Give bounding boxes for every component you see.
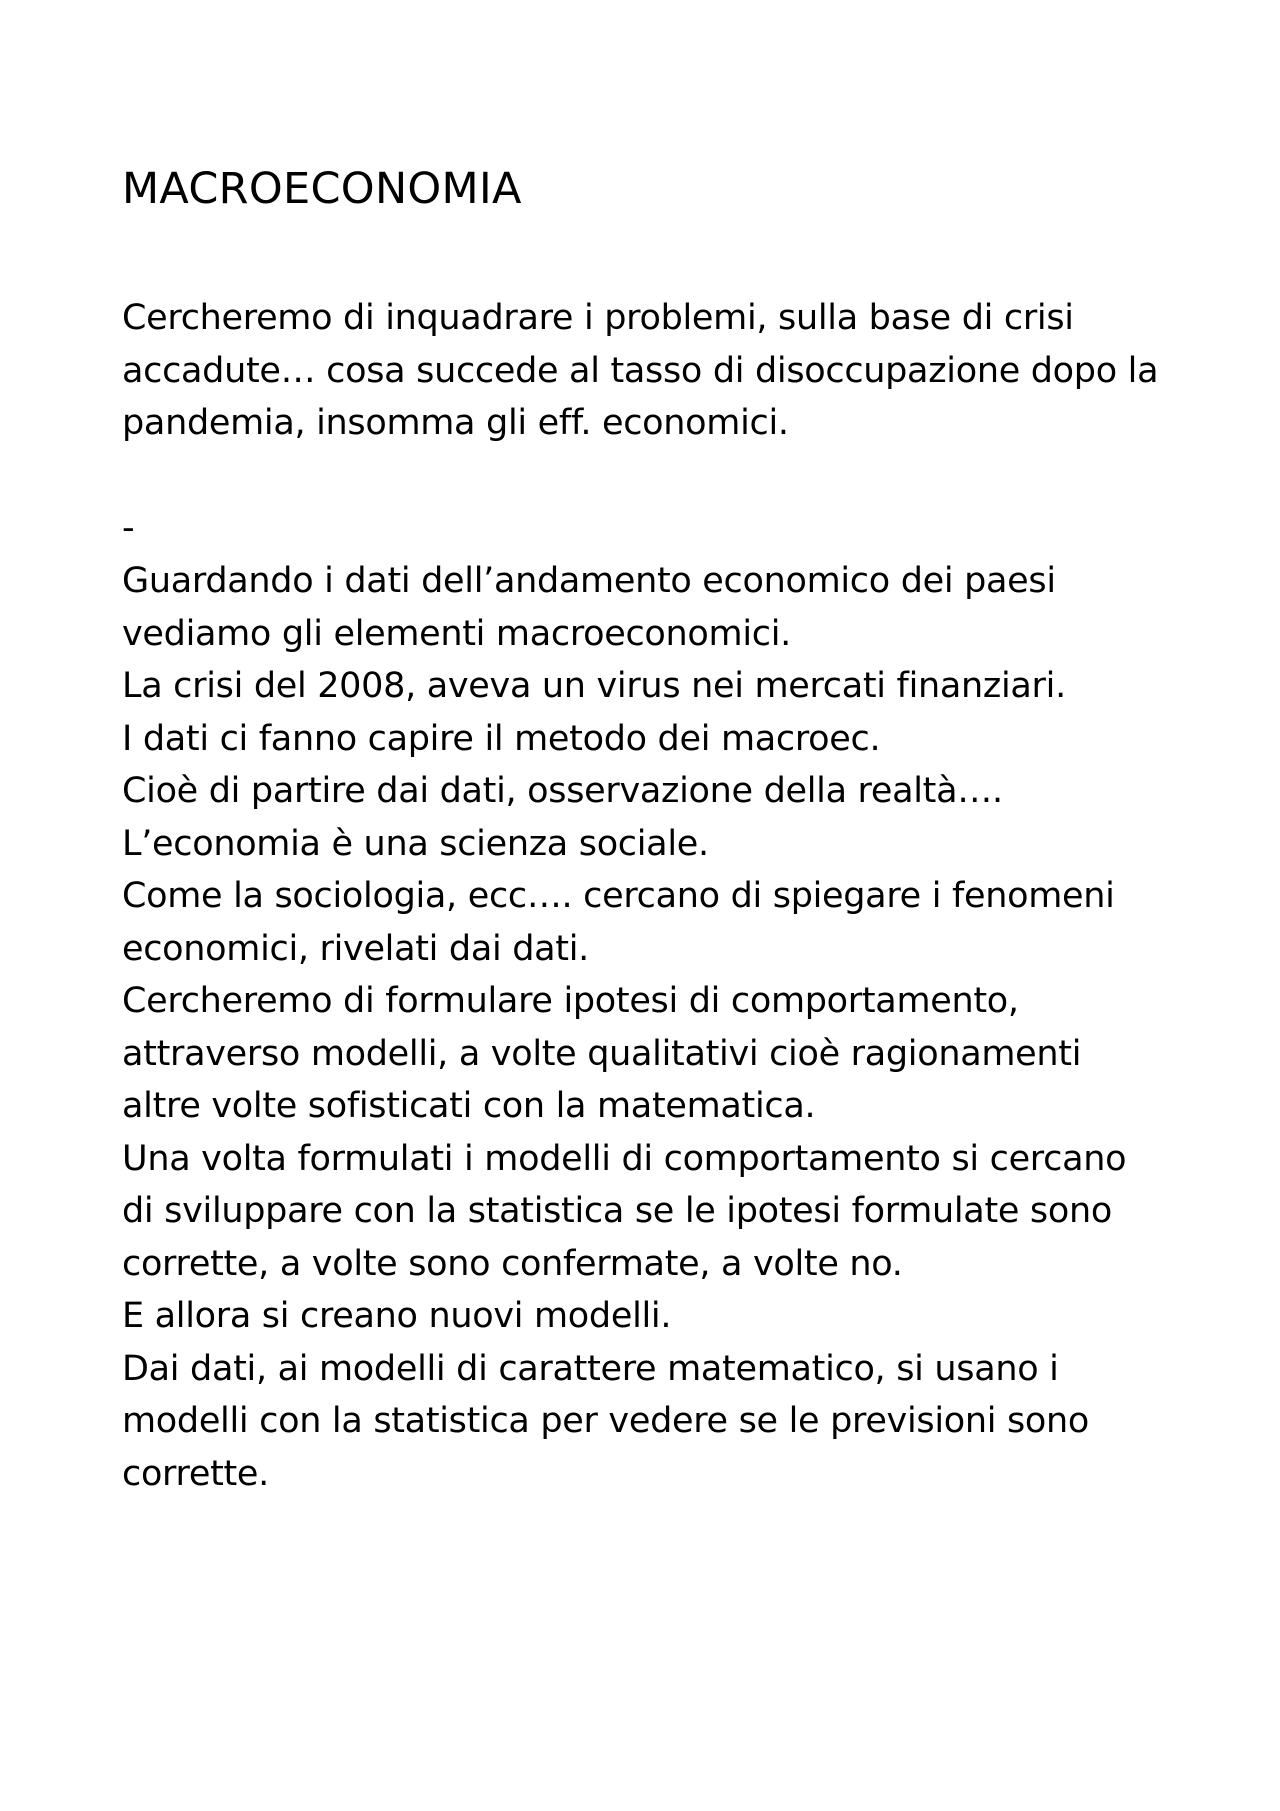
- text-line: I dati ci fanno capire il metodo dei macroec.: [122, 718, 881, 759]
- text-line: economici, rivelati dai dati.: [122, 928, 589, 969]
- text-line: corrette.: [122, 1453, 269, 1494]
- text-line: accadute… cosa succede al tasso di disoccupazione dopo la: [122, 350, 1159, 391]
- text-line: Cercheremo di inquadrare i problemi, sulla base di crisi: [122, 298, 1074, 338]
- text-line: Cioè di partire dai dati, osservazione della realtà….: [122, 771, 1003, 811]
- document-title: MACROECONOMIA: [122, 164, 522, 214]
- text-line: di sviluppare con la statistica se le ipotesi formulate sono: [122, 1191, 1112, 1231]
- intro-paragraph: [122, 292, 1158, 450]
- text-line: L’economia è una scienza sociale.: [122, 823, 709, 864]
- separator-dash: -: [122, 508, 135, 548]
- text-line: modelli con la statistica per vedere se le previsioni sono: [122, 1401, 1090, 1441]
- text-line: Guardando i dati dell’andamento economico dei paesi: [122, 561, 1056, 601]
- text-line: Cercheremo di formulare ipotesi di comportamento,: [122, 981, 1019, 1021]
- text-line: vediamo gli elementi macroeconomici.: [122, 613, 791, 654]
- text-line: corrette, a volte sono confermate, a volte no.: [122, 1243, 903, 1284]
- text-line: altre volte sofisticati con la matematica.: [122, 1086, 816, 1126]
- text-line: attraverso modelli, a volte qualitativi cioè ragionamenti: [122, 1033, 1082, 1074]
- text-line: Una volta formulati i modelli di comportamento si cercano: [122, 1138, 1127, 1179]
- text-line: E allora si creano nuovi modelli.: [122, 1296, 672, 1336]
- text-line: Come la sociologia, ecc…. cercano di spiegare i fenomeni: [122, 876, 1115, 916]
- text-line: pandemia, insomma gli eff. economici.: [122, 403, 789, 443]
- text-line: La crisi del 2008, aveva un virus nei mercati finanziari.: [122, 666, 1066, 706]
- body-paragraph: [122, 555, 1126, 1500]
- text-line: Dai dati, ai modelli di carattere matematico, si usano i: [122, 1348, 1059, 1389]
